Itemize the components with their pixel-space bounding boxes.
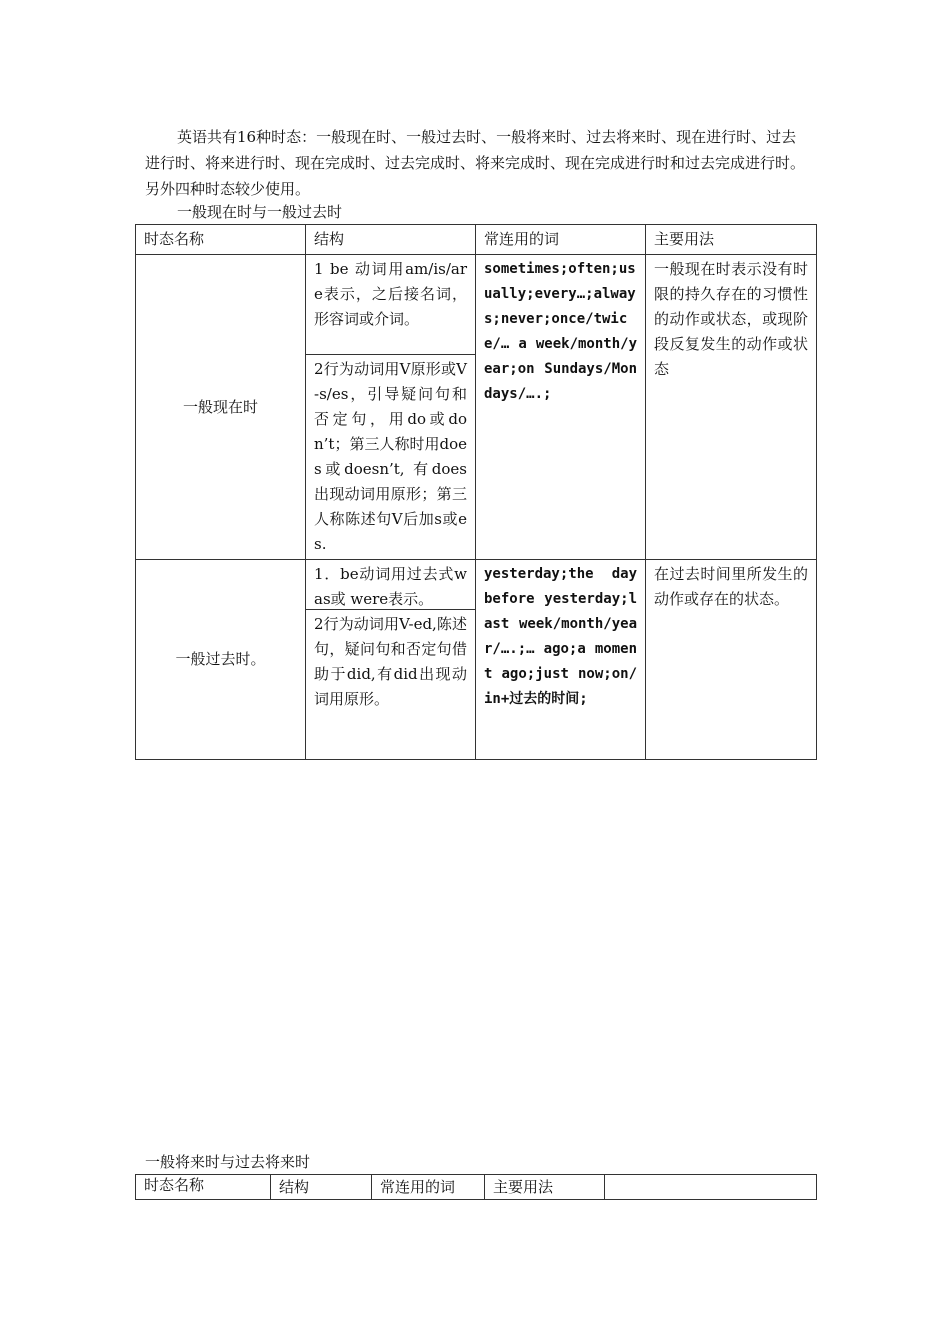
intro-paragraph: 英语共有16种时态：一般现在时、一般过去时、一般将来时、过去将来时、现在进行时、过去进行时、将来进行时、现在完成时、过去完成时、将来完成时、现在完成进行时和过去完成进行时。另外四种时态较少使用。 — [145, 128, 806, 198]
usage-cell: 在过去时间里所发生的动作或存在的状态。 — [646, 560, 817, 760]
structure-item: 2行为动词用V原形或V-s/es，引导疑问句和否定句，用do或don’t；第三人称时用does或doesn’t, 有does出现动词用原形；第三人称陈述句V后加s或es. — [306, 354, 475, 559]
structure-item: 1 be 动词用am/is/are表示，之后接名词，形容词或介词。 — [314, 260, 467, 328]
usage-cell: 一般现在时表示没有时限的持久存在的习惯性的动作或状态，或现阶段反复发生的动作或状态 — [646, 255, 817, 560]
header-tense-name: 时态名称 — [136, 225, 306, 255]
common-words-cell: sometimes;often;usually;every…;always;never;once/twice/… a week/month/year;on Sundays/Mondays/….; — [476, 255, 646, 560]
header-main-usage: 主要用法 — [646, 225, 817, 255]
header-common-words: 常连用的词 — [372, 1175, 485, 1200]
structure-item: 2行为动词用V-ed,陈述句，疑问句和否定句借助于did,有did出现动词用原形。 — [306, 609, 475, 714]
table-header-row — [136, 225, 817, 255]
structure-cell — [306, 255, 476, 560]
header-tense-name: 时态名称 — [136, 1175, 271, 1200]
structure-item: 1．be动词用过去式was或 were表示。 — [314, 565, 467, 608]
table-header-row — [136, 1175, 817, 1200]
header-structure: 结构 — [306, 225, 476, 255]
section-title-future: 一般将来时与过去将来时 — [145, 1153, 311, 1171]
table-row — [136, 255, 817, 560]
tense-table-1 — [135, 224, 817, 760]
header-empty — [605, 1175, 817, 1200]
tense-name-cell: 一般现在时 — [136, 255, 306, 560]
tense-table-2 — [135, 1174, 817, 1200]
tense-name-cell: 一般过去时。 — [136, 560, 306, 760]
header-main-usage: 主要用法 — [485, 1175, 605, 1200]
header-common-words: 常连用的词 — [476, 225, 646, 255]
table-row — [136, 560, 817, 760]
section-title-present-past: 一般现在时与一般过去时 — [177, 203, 343, 221]
common-words-cell: yesterday;the day before yesterday;last week/month/year/….;… ago;a moment ago;just now;on/in+过去的时间; — [476, 560, 646, 760]
header-structure: 结构 — [271, 1175, 372, 1200]
structure-cell — [306, 560, 476, 760]
